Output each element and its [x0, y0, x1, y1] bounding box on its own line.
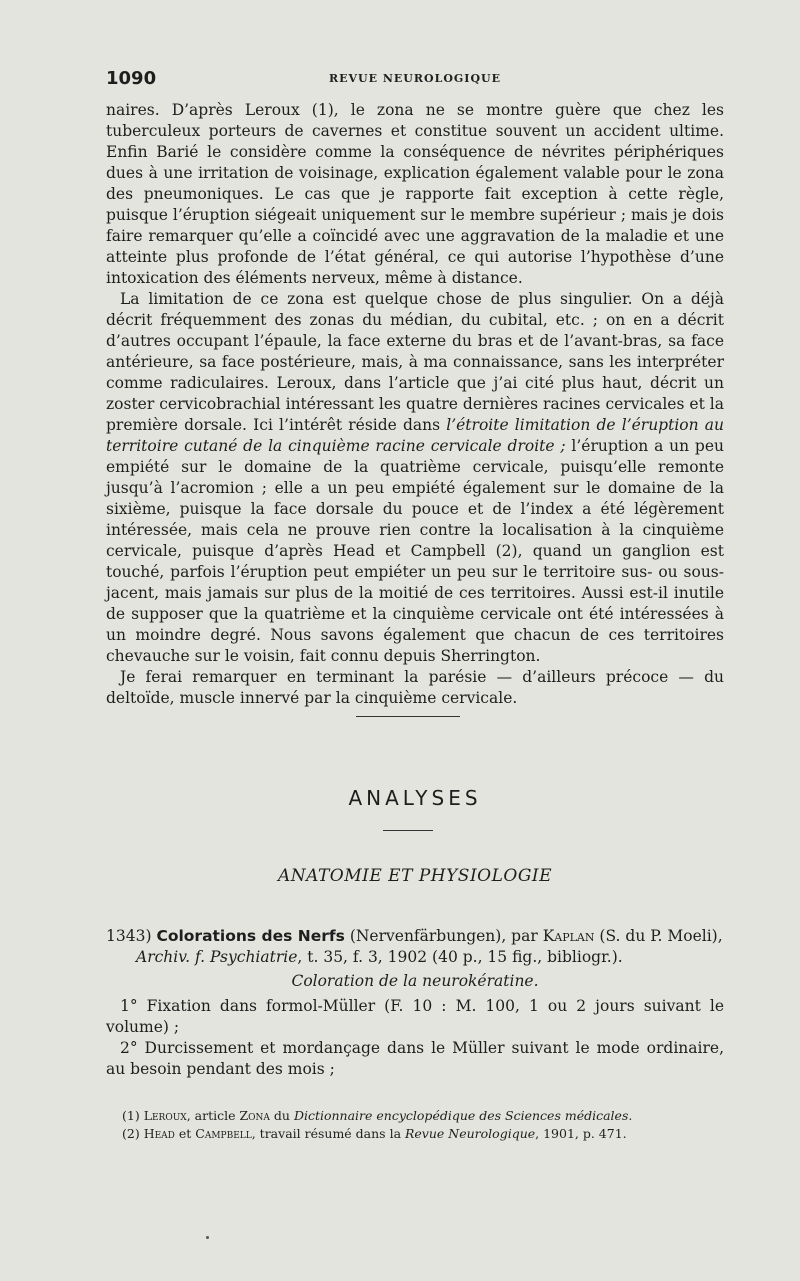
- paragraph-1: naires. D’après Leroux (1), le zona ne se montre guère que chez les tuberculeux porteurs de cavernes et constitue souvent un accident ultime. Enfin Barié le considère comme la conséquence de névrites périphériques dues à une irritation de voisinage, explication également valable pour le zona des pneumoniques. Le cas que je rapporte fait exception à cette règle, puisque l’éruption siégeait uniquement sur le membre supérieur ; mais je dois faire remarquer qu’elle a coïncidé avec une aggravation de la maladie et une atteinte plus profonde de l’état général, ce qui autorise l’hypothèse d’une intoxication des éléments nerveux, même à distance.: [106, 101, 724, 287]
- footnote-2-number: (2): [122, 1126, 144, 1141]
- entry-number: 1343): [106, 927, 152, 945]
- footnote-2-journal: Revue Neurologique: [405, 1126, 536, 1141]
- entry-title: Colorations des Nerfs: [156, 927, 345, 945]
- paragraph-2-emphasis: l’étroite limitation de l’éruption au territoire cutané de la cinquième racine cervicale droite ;: [106, 416, 724, 455]
- running-title: REVUE NEUROLOGIQUE: [328, 72, 502, 85]
- footnote-2-author-2: Campbell: [195, 1126, 252, 1141]
- section-divider: [383, 830, 433, 831]
- entry-german-title: (Nervenfärbungen), par: [344, 927, 543, 945]
- footnote-2-author-1: Head: [143, 1126, 175, 1141]
- entry-reference: [106, 947, 724, 968]
- footnote-1-number: (1): [122, 1108, 144, 1123]
- paragraph-2-text-a: La limitation de ce zona est quelque chose de plus singulier. On a déjà décrit fréquemment des zonas du médian, du cubital, etc. ; on en a décrit d’autres occupant l’épaule, la face externe du bras et de l’avant-bras, sa face antérieure, sa face postérieure, mais, à ma connaissance, sans les interpréter comme radiculaires. Leroux, dans l’article que j’ai cité plus haut, décrit un zoster cervicobrachial intéressant les quatre dernières racines cervicales et la première dorsale. Ici l’intérêt réside dans: [106, 290, 724, 434]
- footnote-1-title: Dictionnaire encyclopédique des Sciences médicales.: [293, 1108, 633, 1123]
- paper-speck: [206, 1236, 209, 1239]
- paragraph-2-text-b: l’éruption a un peu empiété sur le domaine de la quatrième cervicale, puisqu’elle remonte jusqu’à l’acromion ; elle a un peu empiété également sur le domaine de la sixième, puisque la face dorsale du pouce et de l’index a été légèrement intéressée, mais cela ne prouve rien contre la localisation à la cinquième cervicale, puisque d’après Head et Campbell (2), quand un ganglion est touché, parfois l’éruption peut empiéter un peu sur le territoire sus- ou sous-jacent, mais jamais sur plus de la moitié de ces territoires. Aussi est-il inutile de supposer que la quatrième et la cinquième cervicale ont été intéressées à un moindre degré. Nous savons également que chacun de ces territoires chevauche sur le voisin, fait connu depuis Sherrington.: [106, 437, 724, 665]
- footnote-2-and: et: [174, 1126, 196, 1141]
- entry-citation: , t. 35, f. 3, 1902 (40 p., 15 fig., bibliogr.).: [297, 948, 623, 966]
- footnote-1-text-a: , article: [186, 1108, 240, 1123]
- article-body: [106, 100, 724, 709]
- footnote-2-text-b: , 1901, p. 471.: [535, 1126, 627, 1141]
- footnote-1: [122, 1107, 722, 1125]
- footnote-1-word: Zona: [239, 1108, 270, 1123]
- entry-author: Kaplan: [542, 927, 595, 945]
- entry-heading: [106, 926, 724, 968]
- method-title: Coloration de la neurokératine.: [291, 972, 539, 990]
- page-number: 1090: [106, 68, 157, 89]
- entry-journal: Archiv. f. Psychiatrie: [136, 948, 298, 966]
- page-header: [106, 68, 724, 92]
- footnote-2: [122, 1125, 722, 1143]
- end-of-article-rule: [356, 716, 460, 717]
- footnote-2-text-a: , travail résumé dans la: [251, 1126, 405, 1141]
- paragraph-2: [106, 289, 724, 667]
- section-title: ANALYSES: [348, 786, 482, 810]
- paragraph-3: Je ferai remarquer en terminant la parésie — d’ailleurs précoce — du deltoïde, muscle innervé par la cinquième cervicale.: [106, 668, 724, 707]
- footnote-1-text-b: du: [269, 1108, 294, 1123]
- footnote-1-author: Leroux: [143, 1108, 187, 1123]
- entry-affiliation: (S. du P. Moeli),: [594, 927, 723, 945]
- analysis-entry: [106, 926, 724, 1080]
- step-1: 1° Fixation dans formol-Müller (F. 10 : M. 100, 1 ou 2 jours suivant le volume) ;: [106, 997, 724, 1036]
- footnotes: [122, 1107, 722, 1143]
- subsection-title: ANATOMIE ET PHYSIOLOGIE: [277, 866, 553, 886]
- step-2: 2° Durcissement et mordançage dans le Müller suivant le mode ordinaire, au besoin pendant des mois ;: [106, 1039, 724, 1078]
